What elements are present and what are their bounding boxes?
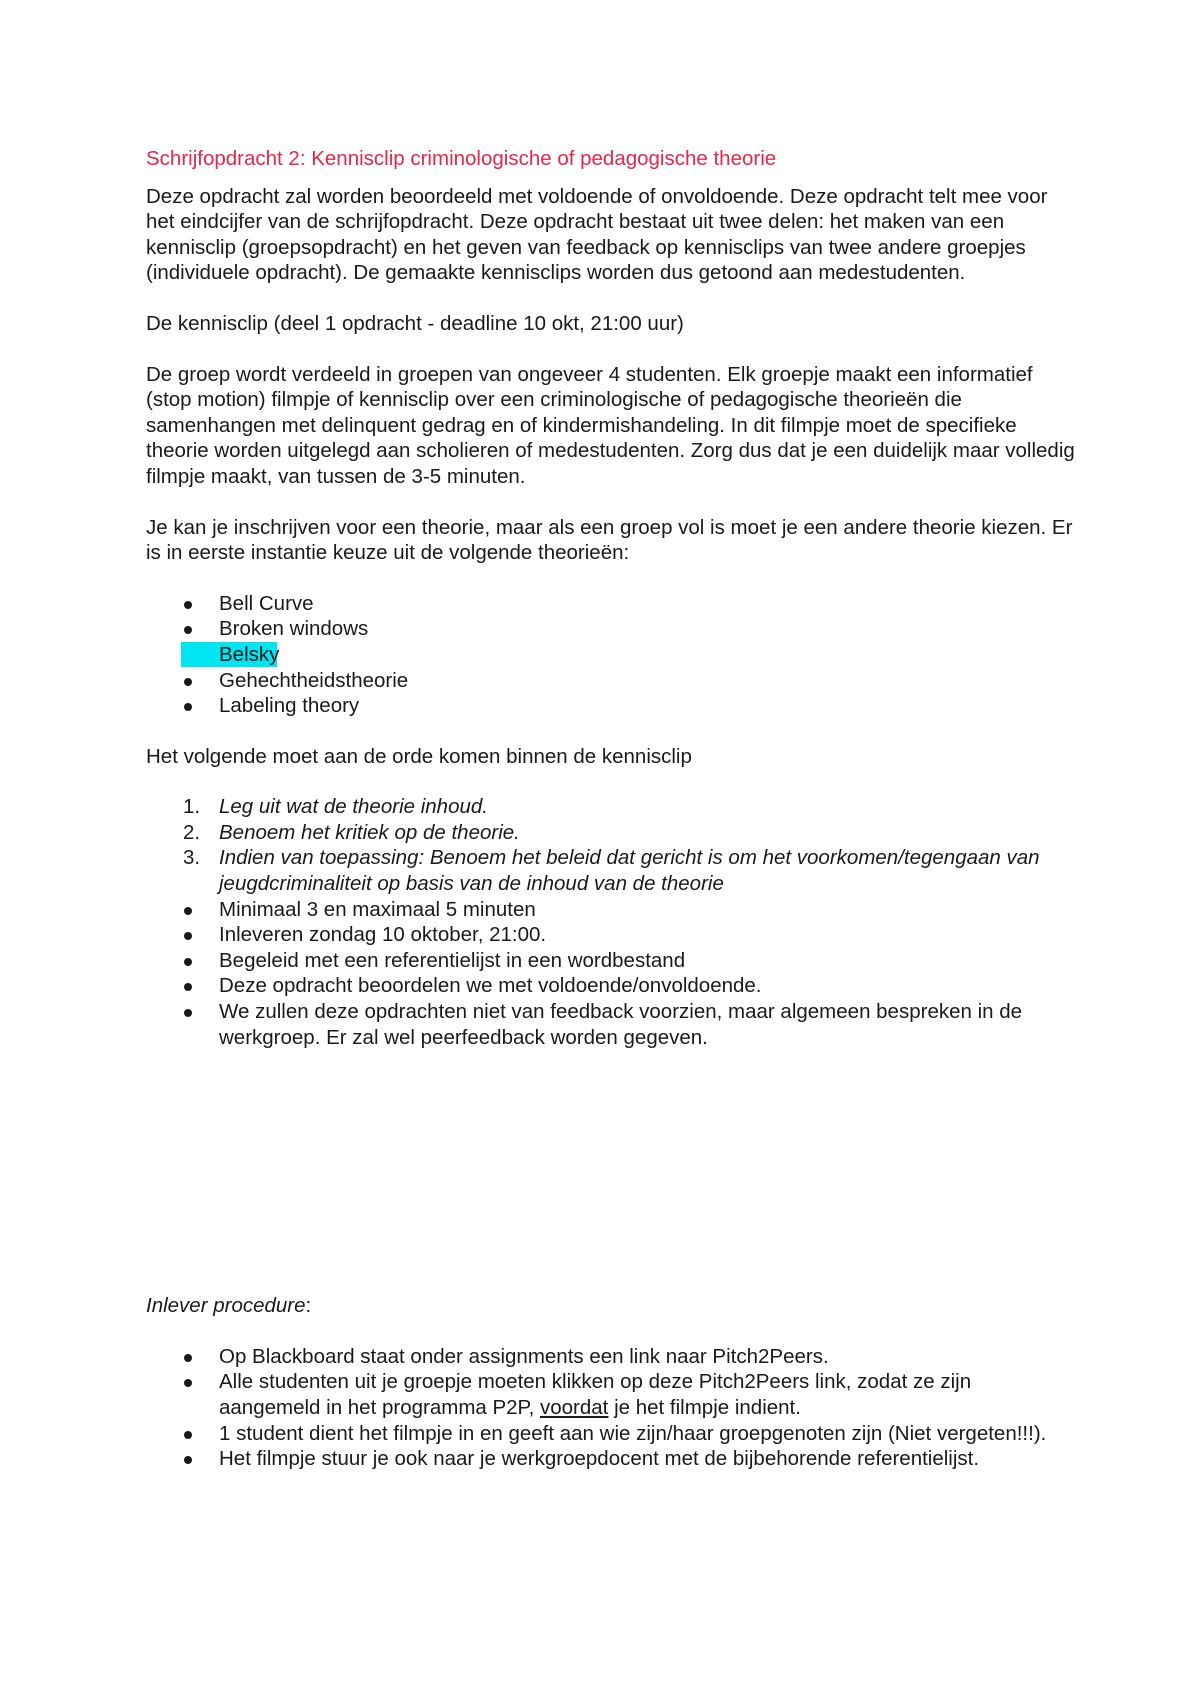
list-item: 1 student dient het filmpje in en geeft aan wie zijn/haar groepgenoten zijn (Niet vergeten!!!). <box>146 1421 1076 1447</box>
requirements-list <box>146 794 1076 1050</box>
numbered-item: 3. Indien van toepassing: Benoem het beleid dat gericht is om het voorkomen/tegengaan van jeugdcriminaliteit op basis van de inhoud van de theorie <box>183 846 1040 896</box>
numbered-item: 1. Leg uit wat de theorie inhoud. <box>183 795 488 819</box>
document-title: Schrijfopdracht 2: Kennisclip criminologische of pedagogische theorie <box>146 147 777 170</box>
section-kennisclip-heading: De kennisclip (deel 1 opdracht - deadline 10 okt, 21:00 uur) <box>146 311 684 335</box>
theory-list <box>146 591 1076 719</box>
list-item: Op Blackboard staat onder assignments een link naar Pitch2Peers. <box>146 1344 1076 1370</box>
list-item: Begeleid met een referentielijst in een wordbestand <box>146 948 1076 974</box>
list-item: Minimaal 3 en maximaal 5 minuten <box>146 897 1076 923</box>
list-item: Inleveren zondag 10 oktober, 21:00. <box>146 922 1076 948</box>
procedure-heading: Inlever procedure: <box>146 1294 312 1318</box>
document-page <box>146 146 1076 1497</box>
numbered-item: 2. Benoem het kritiek op de theorie. <box>183 820 520 844</box>
list-item: Gehechtheidstheorie <box>146 668 1076 694</box>
blank-space <box>146 1050 1076 1293</box>
list-item: Deze opdracht beoordelen we met voldoende/onvoldoende. <box>146 973 1076 999</box>
list-item: Labeling theory <box>146 693 1076 719</box>
list-item: Broken windows <box>146 616 1076 642</box>
intro-paragraph: Deze opdracht zal worden beoordeeld met voldoende of onvoldoende. Deze opdracht telt mee voor het eindcijfer van de schrijfopdracht. Deze opdracht bestaat uit twee delen: het maken van een kennisclip (groepsopdracht) en het geven van feedback op kennisclips van twee andere groepjes (individuele opdracht). De gemaakte kennisclips worden dus getoond aan medestudenten. <box>146 184 1048 285</box>
group-paragraph: De groep wordt verdeeld in groepen van ongeveer 4 studenten. Elk groepje maakt een informatief (stop motion) filmpje of kennisclip over een criminologische of pedagogische theorieën die samenhangen met delinquent gedrag en of kindermishandeling. In dit filmpje moet de specifieke theorie worden uitgelegd aan scholieren of medestudenten. Zorg dus dat je een duidelijk maar volledig filmpje maakt, van tussen de 3-5 minuten. <box>146 362 1075 488</box>
list-item: Alle studenten uit je groepje moeten klikken op deze Pitch2Peers link, zodat ze zijn aangemeld in het programma P2P, voordat je het filmpje indient. <box>146 1369 1076 1420</box>
orde-paragraph: Het volgende moet aan de orde komen binnen de kennisclip <box>146 744 692 768</box>
list-item: We zullen deze opdrachten niet van feedback voorzien, maar algemeen bespreken in de werkgroep. Er zal wel peerfeedback worden gegeven. <box>146 999 1076 1050</box>
list-item: Bell Curve <box>146 591 1076 617</box>
list-item-highlighted: Belsky <box>146 642 1076 668</box>
signup-paragraph: Je kan je inschrijven voor een theorie, maar als een groep vol is moet je een andere theorie kiezen. Er is in eerste instantie keuze uit de volgende theorieën: <box>146 515 1073 565</box>
list-item: Het filmpje stuur je ook naar je werkgroepdocent met de bijbehorende referentielijst. <box>146 1446 1076 1472</box>
procedure-list <box>146 1344 1076 1472</box>
